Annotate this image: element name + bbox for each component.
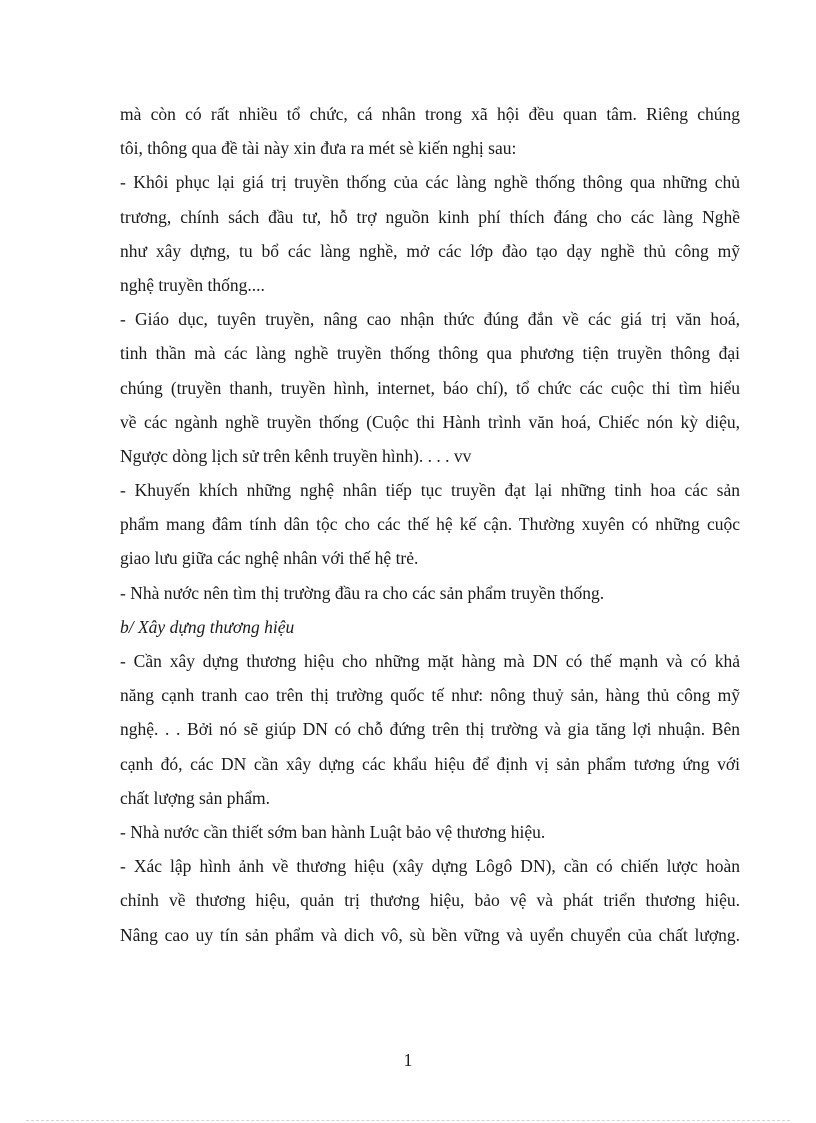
text-line: - Cần xây dựng thương hiệu cho những mặt hàng mà DN có thế mạnh và có khả <box>120 651 740 671</box>
text-line: mà còn có rất nhiều tổ chức, cá nhân trong xã hội đều quan tâm. Riêng chúng <box>120 104 740 124</box>
text-line: - Nhà nước cần thiết sớm ban hành Luật bảo vệ thương hiệu. <box>120 821 546 842</box>
text-line: tinh thần mà các làng nghề truyền thống thông qua phương tiện truyền thông đại <box>120 343 740 364</box>
text-line: chúng (truyền thanh, truyền hình, internet, báo chí), tổ chức các cuộc thi tìm hiểu <box>120 377 740 398</box>
page-number: 1 <box>403 1050 413 1070</box>
text-line: chỉnh về thương hiệu, quản trị thương hiệu, bảo vệ và phát triển thương hiệu. <box>120 890 740 911</box>
text-line: - Giáo dục, tuyên truyền, nâng cao nhận thức đúng đắn về các giá trị văn hoá, <box>120 309 740 330</box>
text-line: - Xác lập hình ảnh về thương hiệu (xây dựng Lôgô DN), cần có chiến lược hoàn <box>120 856 740 877</box>
text-line: nghệ truyền thống.... <box>120 274 265 295</box>
text-line: chất lượng sản phẩm. <box>120 787 270 808</box>
text-line: tôi, thông qua đề tài này xin đưa ra mét sè kiến nghị sau: <box>120 138 517 159</box>
text-line: phẩm mang đâm tính dân tộc cho các thế hệ kế cận. Thường xuyên có những cuộc <box>120 514 740 535</box>
text-line: nghệ. . . Bởi nó sẽ giúp DN có chỗ đứng trên thị trường và gia tăng lợi nhuận. Bên <box>120 719 740 740</box>
section-heading: b/ Xây dựng thương hiệu <box>120 616 295 637</box>
text-line: về các ngành nghề truyền thống (Cuộc thi Hành trình văn hoá, Chiếc nón kỳ diệu, <box>120 411 740 432</box>
text-line: - Khôi phục lại giá trị truyền thống của các làng nghề thống thông qua những chủ <box>120 172 740 193</box>
document-body <box>120 97 740 952</box>
text-line: Nâng cao uy tín sản phẩm và dich vô, sù bền vững và uyển chuyển của chất lượng. <box>120 924 740 945</box>
text-line: như xây dựng, tu bổ các làng nghề, mở các lớp đào tạo dạy nghề thủ công mỹ <box>120 240 740 261</box>
text-line: cạnh đó, các DN cần xây dựng các khẩu hiệu để định vị sản phẩm tương ứng với <box>120 753 740 774</box>
text-line: giao lưu giữa các nghệ nhân với thế hệ trẻ. <box>120 548 419 569</box>
text-line: năng cạnh tranh cao trên thị trường quốc tế như: nông thuỷ sản, hàng thủ công mỹ <box>120 685 740 706</box>
text-line: Ngược dòng lịch sử trên kênh truyền hình). . . . vv <box>120 445 472 466</box>
page-bottom-divider <box>26 1120 790 1121</box>
text-line: - Khuyến khích những nghệ nhân tiếp tục truyền đạt lại những tinh hoa các sản <box>120 480 740 501</box>
text-line: - Nhà nước nên tìm thị trường đầu ra cho các sản phẩm truyền thống. <box>120 582 605 603</box>
text-line: trương, chính sách đầu tư, hỗ trợ nguồn kinh phí thích đáng cho các làng Nghề <box>120 206 740 227</box>
